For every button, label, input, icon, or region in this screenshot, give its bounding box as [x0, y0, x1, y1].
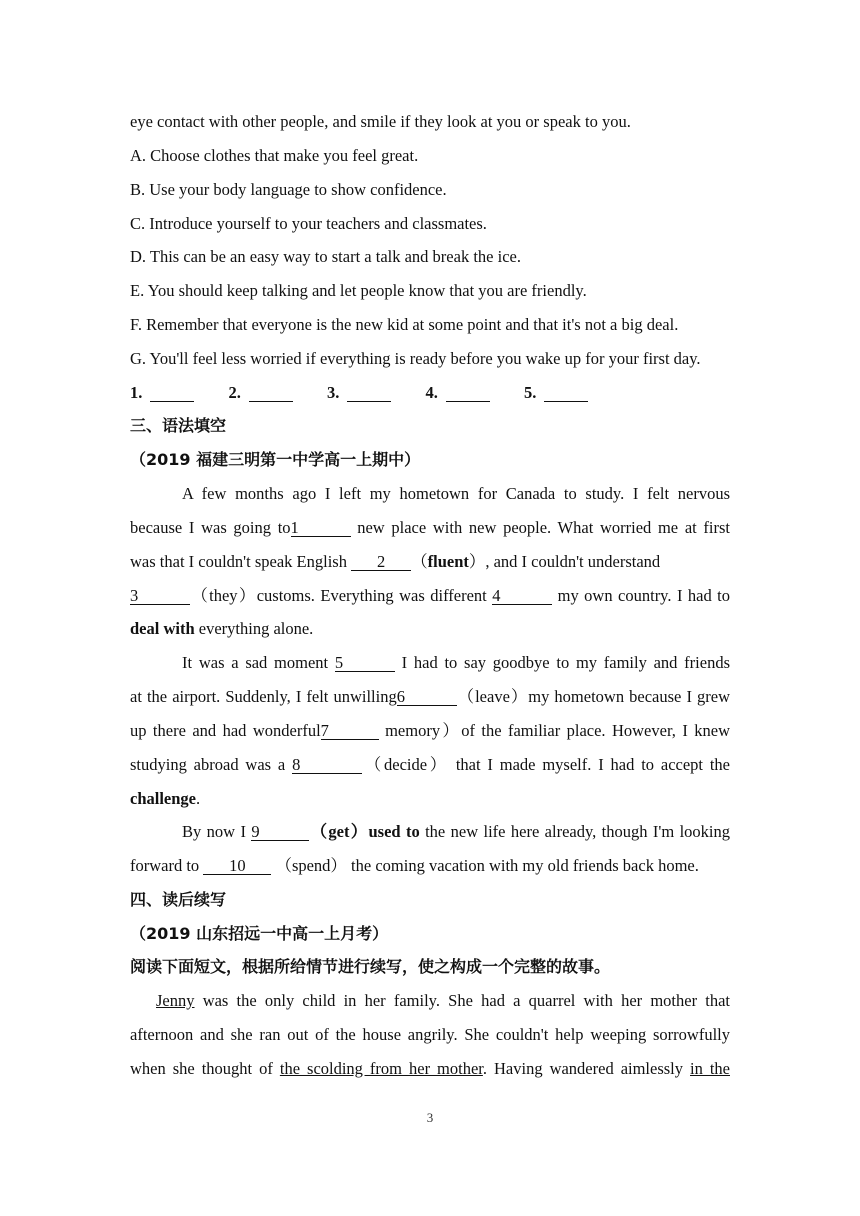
blank-1[interactable]: 1 [291, 519, 351, 537]
answer-item: 1. [130, 383, 194, 403]
answer-row [130, 383, 730, 403]
option-b: B. Use your body language to show confidence. [130, 180, 447, 199]
story-line: when she thought of the scolding from her mother. Having wandered aimlessly in the [130, 1059, 730, 1078]
section-source: （2019 福建三明第一中学高一上期中） [130, 450, 421, 469]
answer-blank[interactable] [446, 384, 490, 402]
section-heading-continuation: 四、读后续写 [130, 890, 227, 909]
story-line: Jenny was the only child in her family. She had a quarrel with her mother that [156, 991, 730, 1010]
grammar-line: because I was going to1 new place with new people. What worried me at first [130, 518, 730, 537]
grammar-line: deal with everything alone. [130, 619, 314, 638]
answer-blank[interactable] [150, 384, 194, 402]
answer-item: 2. [229, 383, 293, 403]
grammar-line: By now I 9 （get）used to the new life here already, though I'm looking [182, 822, 730, 841]
answer-blank[interactable] [347, 384, 391, 402]
option-g: G. You'll feel less worried if everything is ready before you wake up for your first day. [130, 349, 701, 368]
grammar-line: It was a sad moment 5 I had to say goodbye to my family and friends [182, 653, 730, 672]
grammar-line: 3 （they）customs. Everything was different 4 my own country. I had to [130, 586, 730, 605]
answer-item: 5. [524, 383, 588, 403]
blank-6[interactable]: 6 [397, 688, 457, 706]
blank-2[interactable]: 2 [351, 553, 411, 571]
answer-blank[interactable] [249, 384, 293, 402]
blank-5[interactable]: 5 [335, 654, 395, 672]
blank-3[interactable]: 3 [130, 587, 190, 605]
grammar-line: was that I couldn't speak English 2 （fluent）, and I couldn't understand [130, 552, 661, 571]
option-a: A. Choose clothes that make you feel great. [130, 146, 419, 165]
grammar-line: up there and had wonderful7 memory）of the familiar place. However, I knew [130, 721, 731, 740]
grammar-line: studying abroad was a 8 （decide） that I made myself. I had to accept the [130, 755, 730, 774]
option-f: F. Remember that everyone is the new kid at some point and that it's not a big deal. [130, 315, 679, 334]
blank-7[interactable]: 7 [321, 722, 379, 740]
section-instruction: 阅读下面短文，根据所给情节进行续写，使之构成一个完整的故事。 [130, 957, 611, 976]
grammar-line: forward to 10 （spend） the coming vacation with my old friends back home. [130, 856, 699, 875]
section-source: （2019 山东招远一中高一上月考） [130, 924, 389, 943]
blank-9[interactable]: 9 [251, 823, 309, 841]
story-line: afternoon and she ran out of the house angrily. She couldn't help weeping sorrowfully [130, 1025, 730, 1044]
answer-item: 4. [426, 383, 490, 403]
section-heading-grammar: 三、语法填空 [130, 416, 227, 435]
blank-10[interactable]: 10 [203, 857, 271, 875]
grammar-line: challenge. [130, 789, 201, 808]
blank-8[interactable]: 8 [292, 756, 362, 774]
option-c: C. Introduce yourself to your teachers and classmates. [130, 214, 487, 233]
page-number: 3 [426, 1110, 434, 1125]
option-d: D. This can be an easy way to start a talk and break the ice. [130, 247, 521, 266]
grammar-line: A few months ago I left my hometown for Canada to study. I felt nervous [182, 484, 730, 503]
answer-blank[interactable] [544, 384, 588, 402]
option-e: E. You should keep talking and let people know that you are friendly. [130, 281, 587, 300]
passage-tail-line: eye contact with other people, and smile if they look at you or speak to you. [130, 112, 631, 131]
answer-item: 3. [327, 383, 391, 403]
blank-4[interactable]: 4 [492, 587, 552, 605]
grammar-line: at the airport. Suddenly, I felt unwilling6 （leave）my hometown because I grew [130, 687, 730, 706]
